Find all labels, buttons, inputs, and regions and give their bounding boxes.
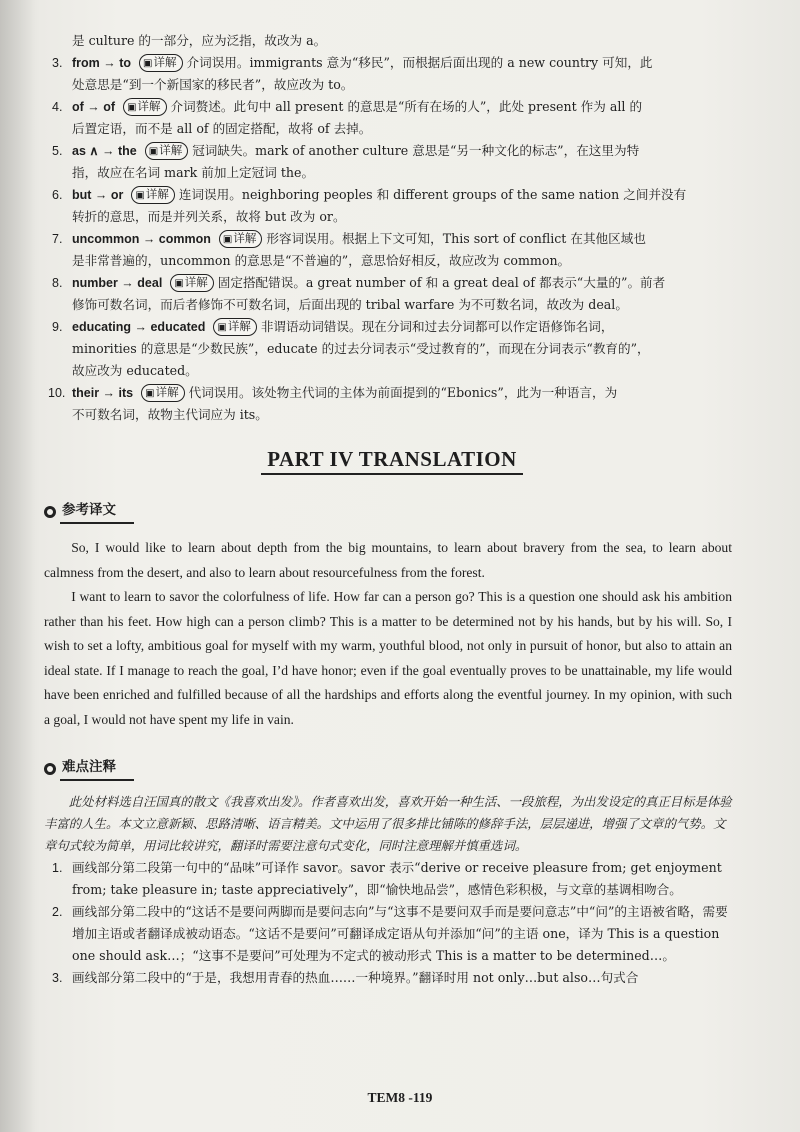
book-icon: ▣ xyxy=(145,388,155,399)
detail-badge xyxy=(123,98,166,116)
notes-intro: 此处材料选自汪国真的散文《我喜欢出发》。作者喜欢出发，喜欢开始一种生活、一段旅程，为出发设定的真正目标是体验丰富的人生。本文立意新颖、思路清晰、语言精美。文中运用了很多排比铺陈的修辞手法，层层递进，增强了文章的气势。文章句式较为简单，用词比较讲究，翻译时需要注意句式变化，同时注意理解并慎重选词。 xyxy=(44,794,732,853)
error-item-9 xyxy=(52,316,732,382)
detail-badge xyxy=(219,230,262,248)
error-item-10 xyxy=(48,382,732,426)
explanation-line: 是非常普遍的，uncommon 的意思是“不普遍的”，意思恰好相反，故应改为 common。 xyxy=(72,253,571,268)
notes-heading-label: 难点注释 xyxy=(60,756,120,781)
explanation-line: 介词赘述。此句中 all present 的意思是“所有在场的人”，此处 present 作为 all 的 xyxy=(170,99,643,114)
binding-shadow xyxy=(0,0,36,1132)
correction-phrase: from → to xyxy=(72,56,132,70)
badge-label: 详解 xyxy=(159,143,183,157)
explanation-line: 后置定语，而不是 all of 的固定搭配，故将 of 去掉。 xyxy=(72,121,372,136)
book-icon: ▣ xyxy=(222,234,233,245)
correction-phrase: their → its xyxy=(72,386,134,400)
explanation-line: 冠词缺失。mark of another culture 意思是“另一种文化的标志”，在这里为特 xyxy=(192,143,640,158)
translation-paragraph: I want to learn to savor the colorfulness of life. How far can a person go? This is a question one should ask his ambition rather than his feet. How high can a person climb? This is a matter to be determined not by his hands, but by his will. So, I wish to set a lofty, ambitious goal for myself with my warm, youthful blood, not only in pursuit of honor, but also to attain an ideal state. If I manage to reach the goal, I’d have honor; even if the goal eventually proves to be unattainable, my life would have been enriched and fulfilled because of all the hardships and efforts along the eventful journey. In my opinion, with such a goal, I would not have spent my life in vain. xyxy=(44,589,732,727)
badge-label: 详解 xyxy=(184,275,208,289)
explanation-line: minorities 的意思是“少数民族”，educate 的过去分词表示“受过教育的”，而现在分词表示“教育的”， xyxy=(72,341,650,356)
badge-label: 详解 xyxy=(155,385,179,399)
explanation-line: 固定搭配错误。a great number of 和 a great deal of 都表示“大量的”。前者 xyxy=(217,275,666,290)
book-icon: ▣ xyxy=(143,58,153,69)
explanation-line: 修饰可数名词，而后者修饰不可数名词，后面出现的 tribal warfare 为不可数名词，故改为 deal。 xyxy=(72,297,628,312)
book-icon: ▣ xyxy=(174,278,184,289)
correction-phrase: number → deal xyxy=(72,276,163,290)
item-number: 9. xyxy=(52,320,63,334)
note-item-1 xyxy=(52,857,732,901)
page-footer: TEM8 -119 xyxy=(367,1090,433,1105)
explanation-line: 代词误用。该处物主代词的主体为前面提到的“Ebonics”，此为一种语言，为 xyxy=(188,385,618,400)
detail-badge xyxy=(145,142,188,160)
notes-list xyxy=(52,857,732,989)
book-icon: ▣ xyxy=(135,190,145,201)
explanation-line: 不可数名词，故物主代词应为 its。 xyxy=(72,407,268,422)
explanation-line: 形容词误用。根据上下文可知，This sort of conflict 在其他区域也 xyxy=(266,231,646,246)
note-text: 画线部分第二段第一句中的“品味”可译作 savor。savor 表示“derive or receive pleasure from; get enjoyment from; take pleasure in; taste appreciatively”，即“愉快地品尝”，感情色彩积极，与文章的基调相吻合。 xyxy=(72,860,722,897)
reference-heading-label: 参考译文 xyxy=(60,499,120,524)
error-item-5 xyxy=(52,140,732,184)
error-item-3 xyxy=(52,52,732,96)
part-title-text: PART IV TRANSLATION xyxy=(261,448,523,475)
book-icon: ▣ xyxy=(217,322,227,333)
reference-translation xyxy=(44,536,732,732)
book-icon: ▣ xyxy=(127,102,137,113)
lead-line: 是 culture 的一部分，应为泛指，故改为 a。 xyxy=(72,33,327,48)
item-number: 3. xyxy=(52,56,63,70)
note-item-2 xyxy=(52,901,732,967)
note-item-3 xyxy=(52,967,732,989)
bullet-circle-icon xyxy=(44,763,56,775)
explanation-line: 处意思是“到一个新国家的移民者”，故应改为 to。 xyxy=(72,77,354,92)
item-number: 10. xyxy=(48,386,66,400)
correction-phrase: educating → educated xyxy=(72,320,206,334)
detail-badge xyxy=(139,54,182,72)
explanation-line: 非谓语动词错误。现在分词和过去分词都可以作定语修饰名词， xyxy=(260,319,614,334)
reference-heading xyxy=(44,499,732,524)
note-number: 1. xyxy=(52,861,63,875)
item-number: 4. xyxy=(52,100,63,114)
correction-phrase: but → or xyxy=(72,188,124,202)
error-correction-section xyxy=(48,30,732,426)
explanation-line: 介词误用。immigrants 意为“移民”，而根据后面出现的 a new country 可知，此 xyxy=(186,55,653,70)
badge-label: 详解 xyxy=(137,99,161,113)
note-text: 画线部分第二段中的“于是，我想用青春的热血……一种境界。”翻译时用 not only…but also…句式合 xyxy=(72,970,639,985)
error-item-7 xyxy=(52,228,732,272)
correction-phrase: as ∧ → the xyxy=(72,144,137,158)
explanation-line: 指，故应在名词 mark 前加上定冠词 the。 xyxy=(72,165,315,180)
correction-phrase: uncommon → common xyxy=(72,232,211,246)
error-item-4 xyxy=(52,96,732,140)
item-number: 6. xyxy=(52,188,63,202)
detail-badge xyxy=(213,318,256,336)
badge-label: 详解 xyxy=(153,55,177,69)
note-text: 画线部分第二段中的“这话不是要问两脚而是要问志向”与“这事不是要问双手而是要问意志”中“问”的主语被省略，需要增加主语或者翻译成被动语态。“这话不是要问”可翻译成定语从句并添加“问”的主语 one，译为 This is a question one should ask…；“这事不是要问”可处理为不定式的被动形式 This is a matter to be determined…。 xyxy=(72,904,728,963)
note-number: 2. xyxy=(52,905,63,919)
correction-phrase: of → of xyxy=(72,100,116,114)
detail-badge xyxy=(170,274,213,292)
error-item-6 xyxy=(52,184,732,228)
item-number: 8. xyxy=(52,276,63,290)
explanation-line: 连词误用。neighboring peoples 和 different groups of the same nation 之间并没有 xyxy=(178,187,687,202)
explanation-line: 故应改为 educated。 xyxy=(72,363,198,378)
error-item-8 xyxy=(52,272,732,316)
translation-paragraph: So, I would like to learn about depth from the big mountains, to learn about bravery from the sea, to learn about calmness from the desert, and also to learn about resourcefulness from the forest. xyxy=(44,540,732,580)
detail-badge xyxy=(141,384,184,402)
item-number: 5. xyxy=(52,144,63,158)
part-title xyxy=(52,448,732,475)
badge-label: 详解 xyxy=(227,319,251,333)
notes-heading xyxy=(44,756,732,781)
detail-badge xyxy=(131,186,174,204)
page-content xyxy=(44,30,732,989)
explanation-line: 转折的意思，而是并列关系，故将 but 改为 or。 xyxy=(72,209,346,224)
note-number: 3. xyxy=(52,971,63,985)
bullet-circle-icon xyxy=(44,506,56,518)
item-number: 7. xyxy=(52,232,63,246)
badge-label: 详解 xyxy=(145,187,169,201)
badge-label: 详解 xyxy=(233,231,257,245)
book-icon: ▣ xyxy=(148,146,159,157)
